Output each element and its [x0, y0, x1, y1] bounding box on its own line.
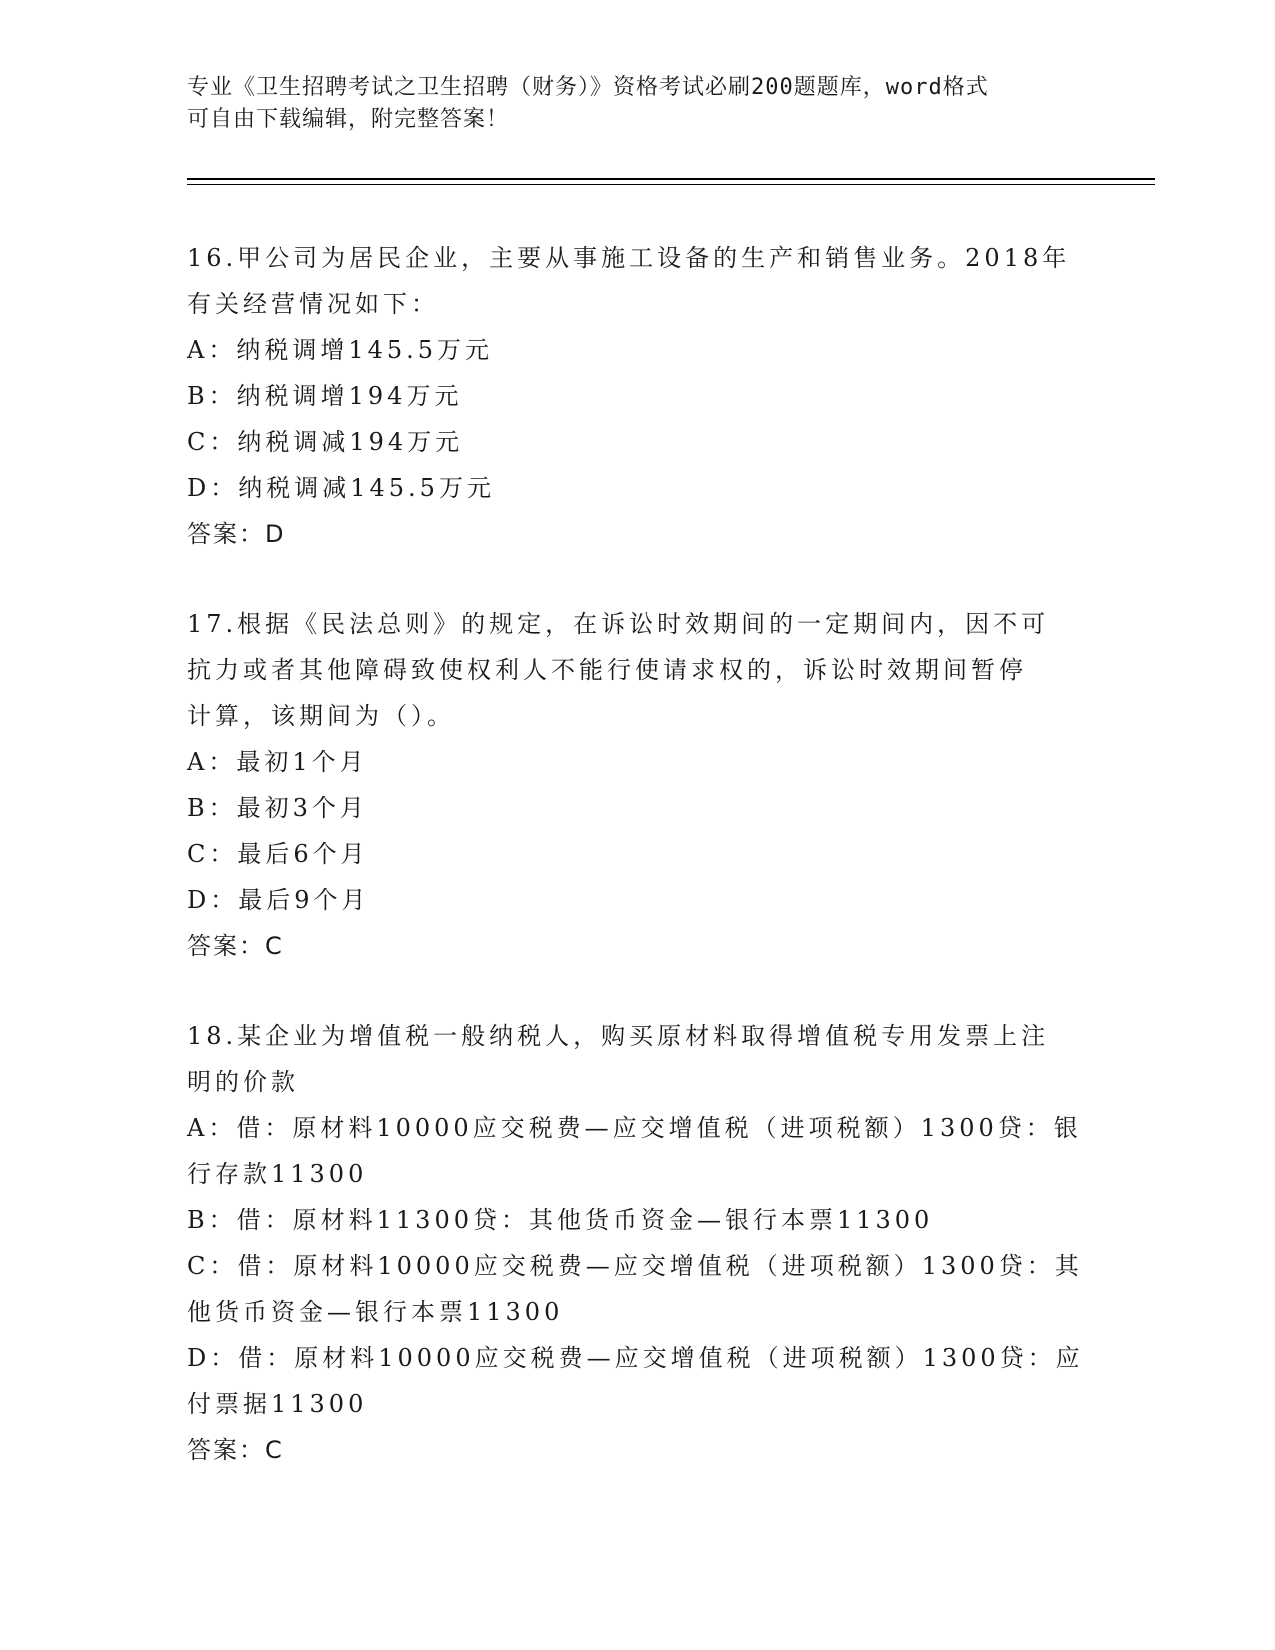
option-d: D：最后9个月 — [187, 886, 370, 914]
question-16 — [187, 235, 1087, 557]
answer-label: 答案：D — [187, 520, 286, 548]
option-c: C：纳税调减194万元 — [187, 428, 464, 456]
option-c: C：借：原材料10000应交税费—应交增值税（进项税额）1300贷：其 — [187, 1252, 1083, 1280]
document-header — [187, 72, 1067, 136]
option-b: B：纳税调增194万元 — [187, 382, 463, 410]
question-stem-line: 有关经营情况如下： — [187, 290, 439, 318]
answer-label: 答案：C — [187, 1436, 284, 1464]
question-stem-line: 计算，该期间为（）。 — [187, 702, 455, 730]
option-a: A：最初1个月 — [187, 748, 368, 776]
option-b: B：借：原材料11300贷：其他货币资金—银行本票11300 — [187, 1206, 934, 1234]
answer-label: 答案：C — [187, 932, 284, 960]
question-stem-line: 明的价款 — [187, 1068, 299, 1096]
header-divider-thin — [187, 184, 1155, 185]
option-a-continued: 行存款11300 — [187, 1160, 368, 1188]
header-divider-thick — [187, 178, 1155, 180]
option-a: A：纳税调增145.5万元 — [187, 336, 494, 364]
option-c: C：最后6个月 — [187, 840, 369, 868]
option-d: D：借：原材料10000应交税费—应交增值税（进项税额）1300贷：应 — [187, 1344, 1084, 1372]
question-stem-line: 17.根据《民法总则》的规定，在诉讼时效期间的一定期间内，因不可 — [187, 610, 1050, 638]
question-stem-line: 抗力或者其他障碍致使权利人不能行使请求权的，诉讼时效期间暂停 — [187, 656, 1027, 684]
option-d: D：纳税调减145.5万元 — [187, 474, 495, 502]
header-line-1: 专业《卫生招聘考试之卫生招聘（财务）》资格考试必刷200题题库，word格式 — [187, 75, 989, 100]
option-d-continued: 付票据11300 — [187, 1390, 368, 1418]
question-17 — [187, 601, 1087, 969]
option-a: A：借：原材料10000应交税费—应交增值税（进项税额）1300贷：银 — [187, 1114, 1082, 1142]
question-stem-line: 16.甲公司为居民企业，主要从事施工设备的生产和销售业务。2018年 — [187, 244, 1071, 272]
option-b: B：最初3个月 — [187, 794, 368, 822]
header-line-2: 可自由下载编辑，附完整答案！ — [187, 107, 510, 132]
question-18 — [187, 1013, 1087, 1473]
option-c-continued: 他货币资金—银行本票11300 — [187, 1298, 564, 1326]
question-stem-line: 18.某企业为增值税一般纳税人，购买原材料取得增值税专用发票上注 — [187, 1022, 1050, 1050]
